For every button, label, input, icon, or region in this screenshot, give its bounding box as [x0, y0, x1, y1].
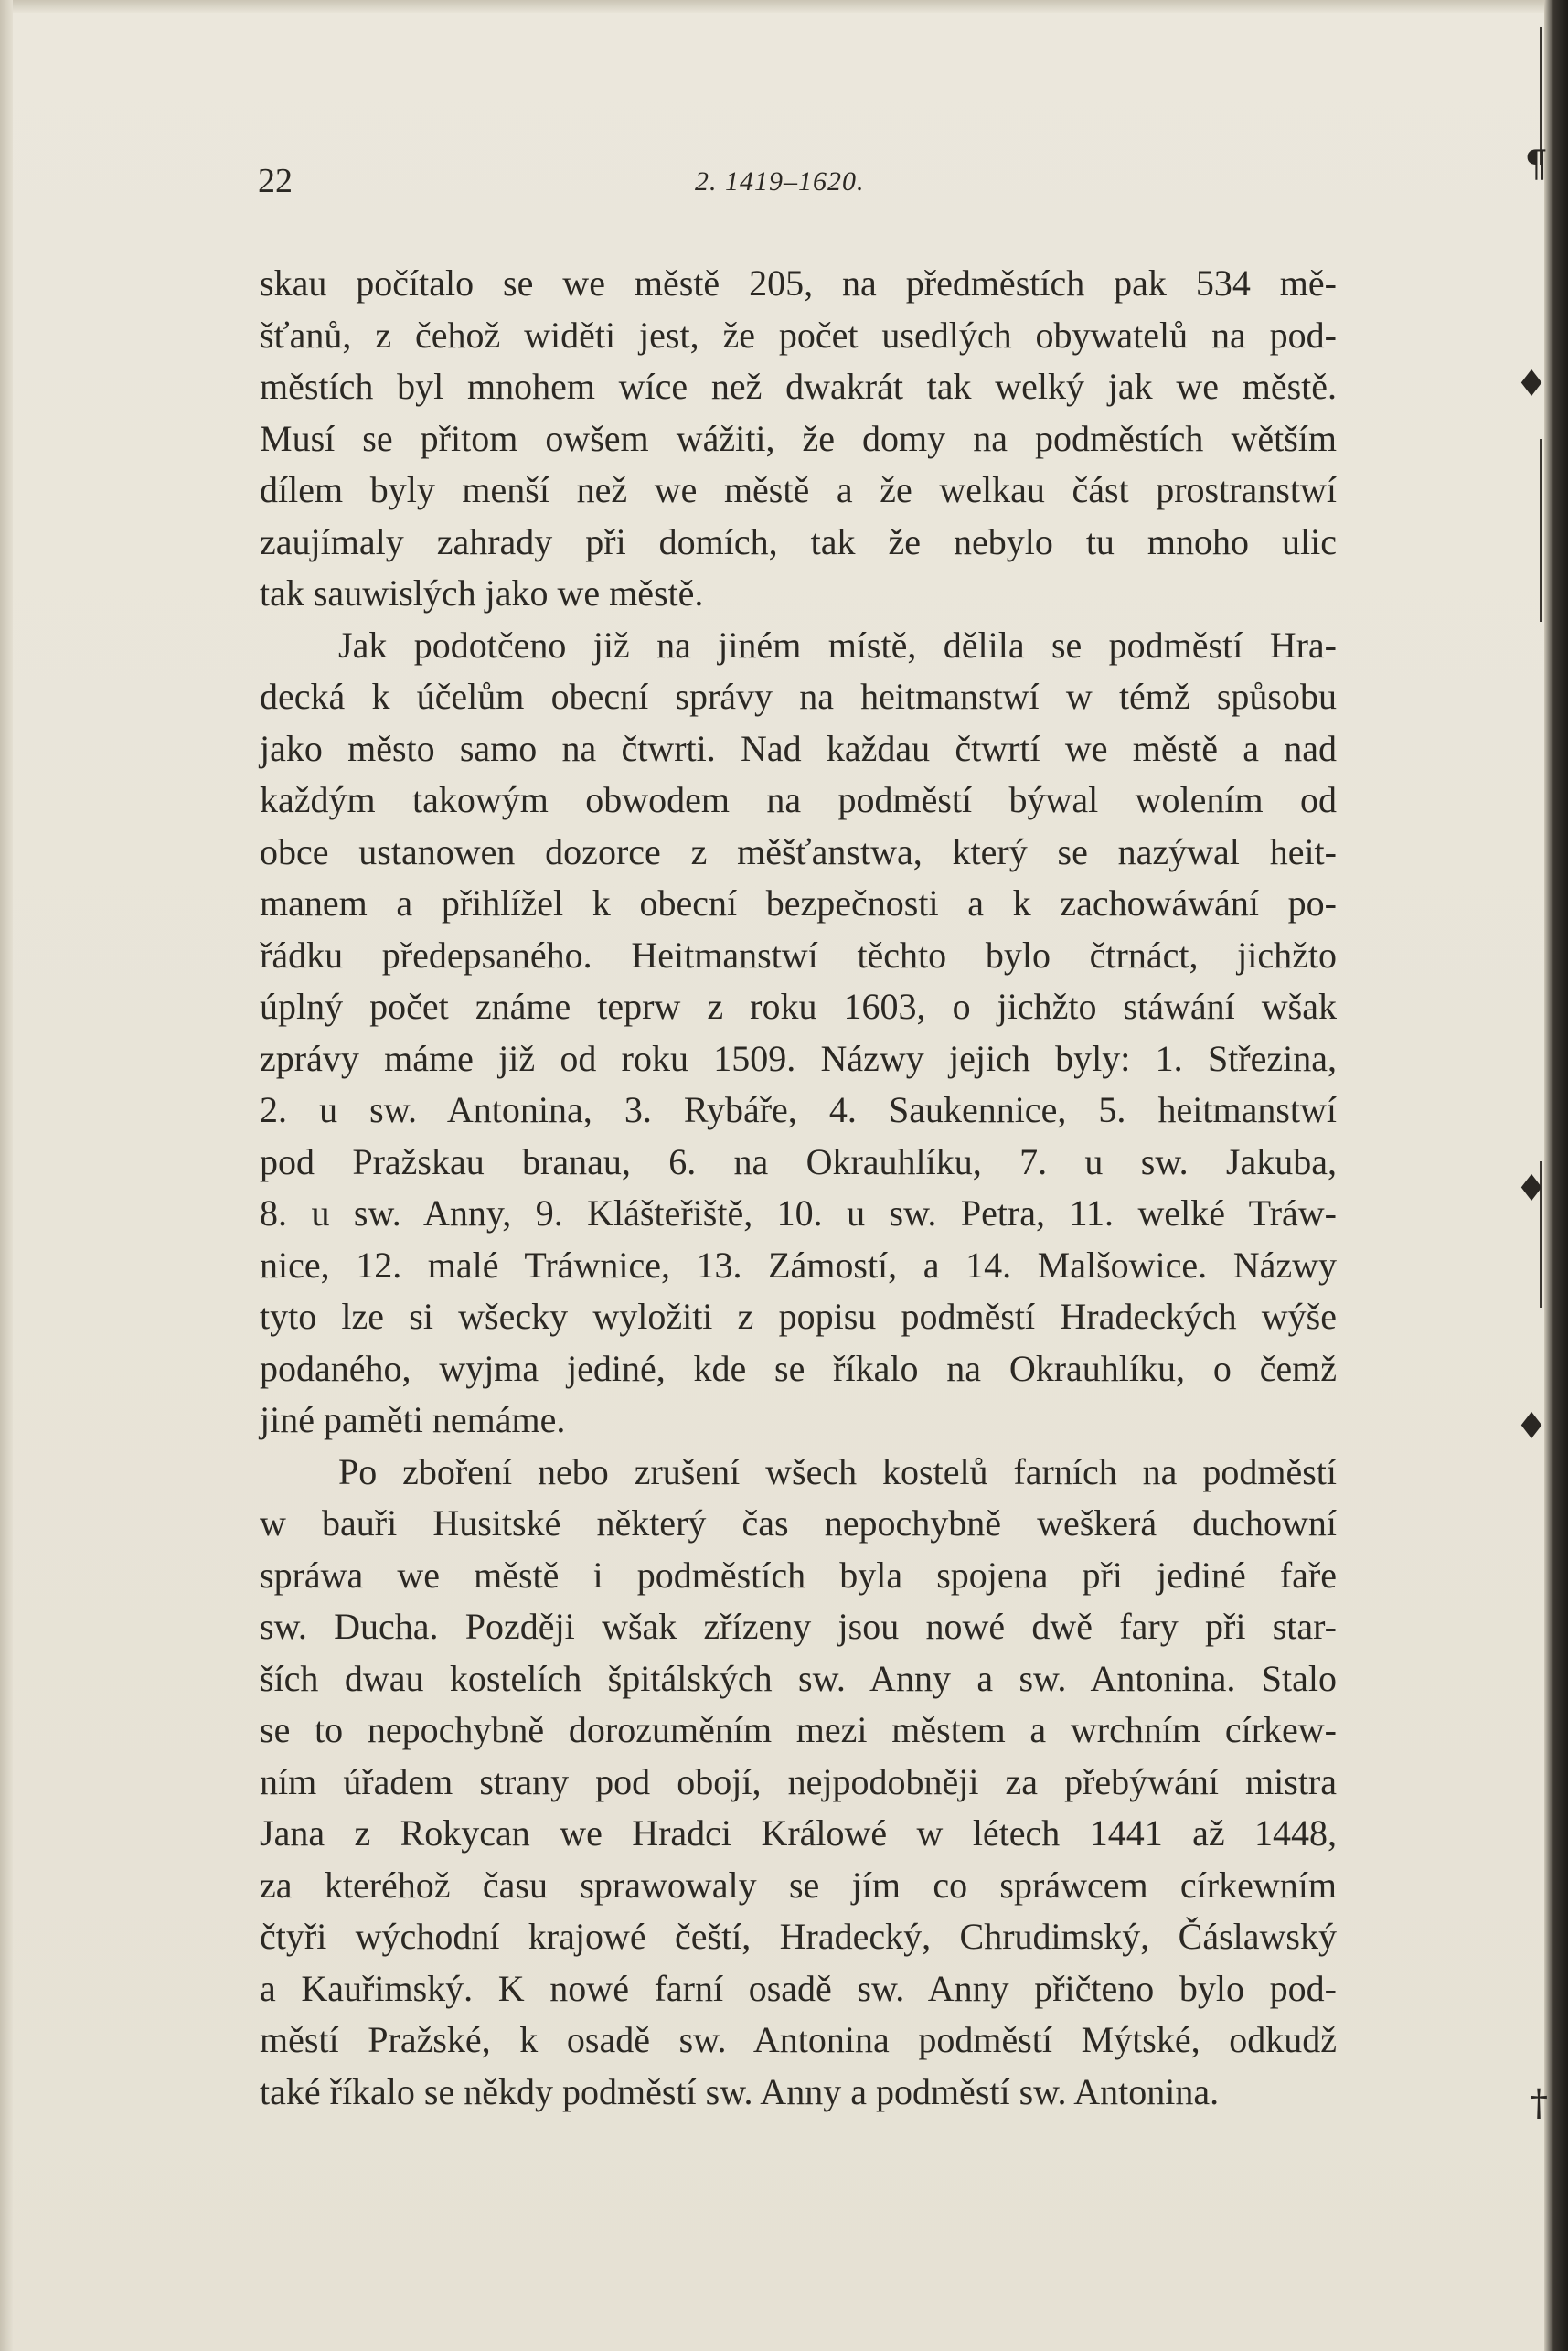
bleed-through-mark: ♦	[1515, 1168, 1548, 1210]
bleed-through-mark: †	[1530, 2082, 1548, 2124]
text-line: podaného, wyjma jediné, kde se říkalo na Okrauhlíku, o čemž	[260, 1347, 1337, 1389]
text-line: ním úřadem strany pod obojí, nejpodobněji za přebýwání mistra	[260, 1760, 1337, 1802]
page-header	[258, 161, 1337, 216]
text-line: sw. Ducha. Později wšak zřízeny jsou nowé dwě fary při star-	[260, 1606, 1337, 1647]
text-line: jiné paměti nemáme.	[260, 1399, 566, 1440]
text-line: městích byl mnohem wíce než dwakrát tak welký jak we městě.	[260, 366, 1337, 407]
text-line: Musí se přitom owšem wážiti, že domy na podměstích wětším	[260, 417, 1337, 459]
body-text	[260, 258, 1337, 2118]
text-line: také říkalo se někdy podměstí sw. Anny a podměstí sw. Antonina.	[260, 2070, 1220, 2112]
text-line: městí Pražské, k osadě sw. Antonina podměstí Mýtské, odkudž	[260, 2019, 1337, 2060]
text-line: dílem byly menší než we městě a že welkau část prostranstwí	[260, 469, 1337, 510]
text-line: řádku předepsaného. Heitmanstwí těchto bylo čtrnáct, jichžto	[260, 934, 1337, 976]
text-line: Jak podotčeno již na jiném místě, dělila se podměstí Hra-	[338, 624, 1337, 666]
text-line: Po zboření nebo zrušení wšech kostelů farních na podměstí	[338, 1450, 1337, 1492]
text-line: nice, 12. malé Tráwnice, 13. Zámostí, a 14. Malšowice. Názwy	[260, 1244, 1337, 1286]
text-line: zaujímaly zahrady při domích, tak že nebylo tu mnoho ulic	[260, 520, 1337, 562]
text-line: čtyři wýchodní krajowé čeští, Hradecký, Chrudimský, Čáslawský	[260, 1916, 1337, 1957]
text-line: se to nepochybně dorozuměním mezi městem a wrchním církew-	[260, 1709, 1337, 1750]
text-line: Jana z Rokycan we Hradci Králowé w létech 1441 až 1448,	[260, 1812, 1337, 1854]
text-line: tyto lze si wšecky wyložiti z popisu podměstí Hradeckých wýše	[260, 1296, 1337, 1337]
text-line: šťanů, z čehož widěti jest, že počet usedlých obywatelů na pod-	[260, 314, 1337, 356]
text-line: zprávy máme již od roku 1509. Názwy jejich byly: 1. Střezina,	[260, 1037, 1337, 1079]
text-line: spráwa we městě i podměstích byla spojena při jediné faře	[260, 1554, 1337, 1596]
text-line: ších dwau kostelích špitálských sw. Anny a sw. Antonina. Stalo	[260, 1657, 1337, 1699]
text-line: 2. u sw. Antonina, 3. Rybáře, 4. Saukennice, 5. heitmanstwí	[260, 1089, 1337, 1130]
page-left-edge	[0, 0, 13, 2351]
text-line: tak sauwislých jako we městě.	[260, 572, 704, 614]
text-line: pod Pražskau branau, 6. na Okrauhlíku, 7. u sw. Jakuba,	[260, 1140, 1337, 1182]
page-top-edge	[0, 0, 1568, 13]
text-line: každým takowým obwodem na podměstí býwal wolením od	[260, 779, 1337, 820]
text-line: decká k účelům obecní správy na heitmanstwí w témž spůsobu	[260, 676, 1337, 717]
running-head: 2. 1419–1620.	[695, 166, 865, 197]
text-line: úplný počet známe teprw z roku 1603, o jichžto stáwání wšak	[260, 986, 1337, 1027]
text-line: jako město samo na čtwrti. Nad každau čtwrtí we městě a nad	[260, 727, 1337, 769]
text-line: w bauři Husitské některý čas nepochybně weškerá duchowní	[260, 1502, 1337, 1544]
text-line: a Kauřimský. K nowé farní osadě sw. Anny přičteno bylo pod-	[260, 1967, 1337, 2009]
bleed-through-mark: ♦	[1515, 1405, 1548, 1448]
text-line: manem a přihlížel k obecní bezpečnosti a k zachowáwání po-	[260, 882, 1337, 924]
text-line: za kteréhož času sprawowaly se jím co spráwcem církewním	[260, 1864, 1337, 1906]
page-number: 22	[258, 162, 293, 200]
bleed-through-line	[1540, 439, 1542, 622]
bleed-through-mark: ♦	[1515, 363, 1548, 405]
text-line: skau počítalo se we městě 205, na předměstích pak 534 mě-	[260, 262, 1337, 304]
text-line: obce ustanowen dozorce z měšťanstwa, který se nazýwal heit-	[260, 830, 1337, 872]
text-line: 8. u sw. Anny, 9. Klášteřiště, 10. u sw. Petra, 11. welké Tráw-	[260, 1192, 1337, 1234]
bleed-through-mark: ¶	[1524, 144, 1548, 186]
